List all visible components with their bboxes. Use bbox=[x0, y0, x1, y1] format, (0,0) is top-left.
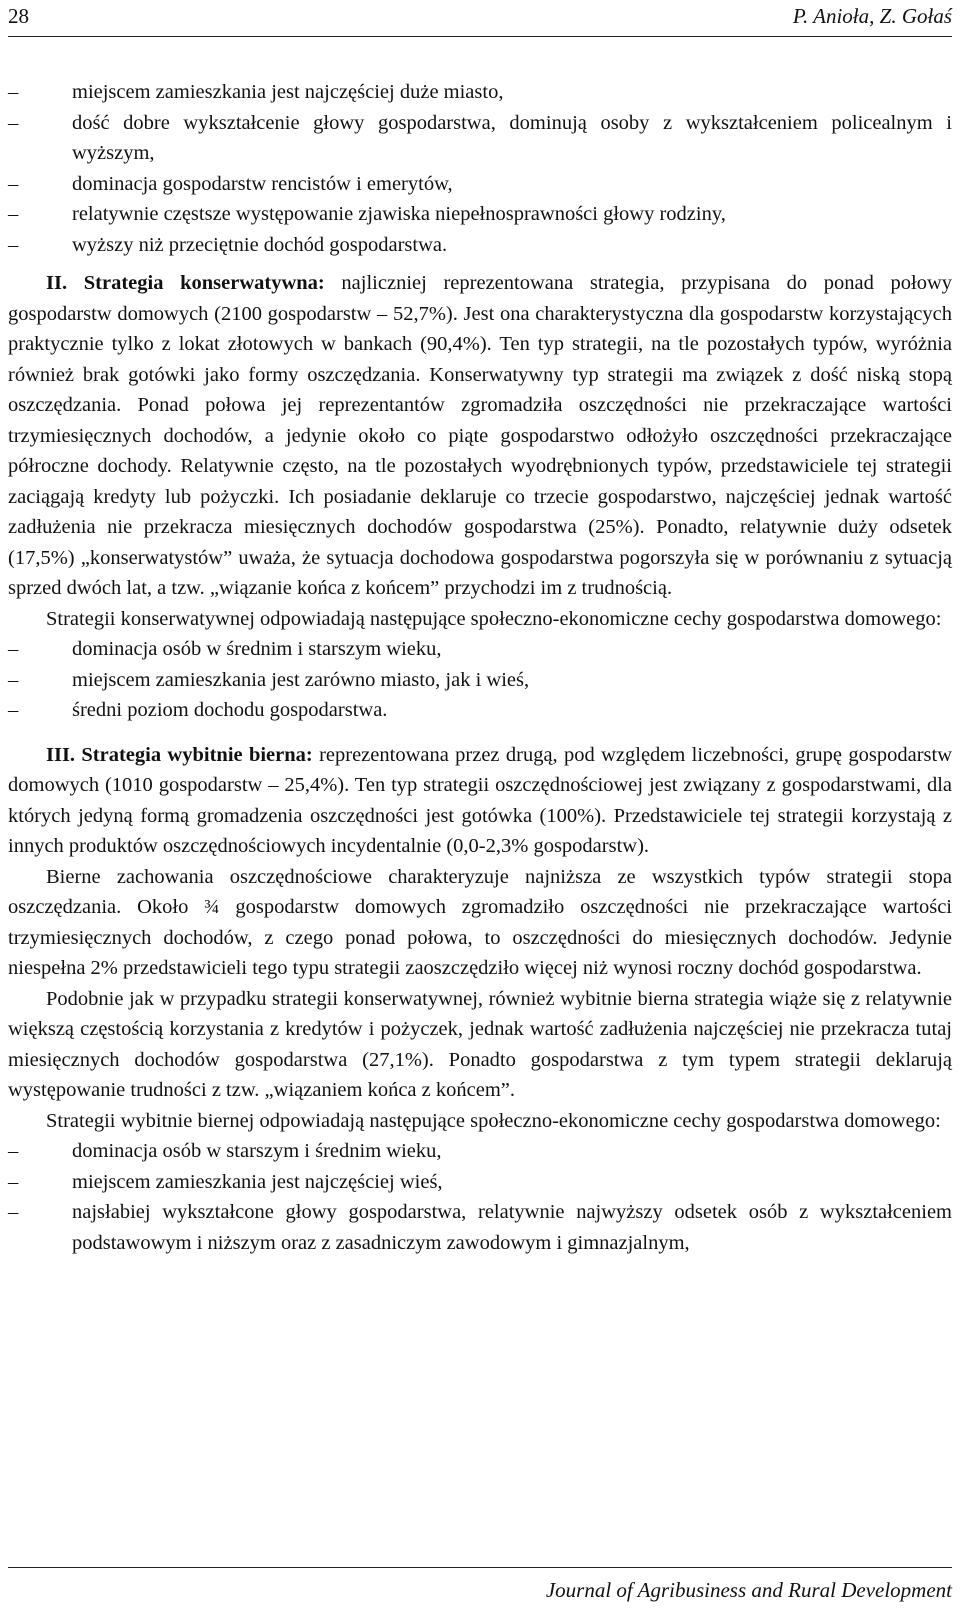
feature-list-1 bbox=[8, 77, 952, 260]
feature-list-3 bbox=[8, 1136, 952, 1258]
journal-name: Journal of Agribusiness and Rural Development bbox=[545, 1578, 952, 1602]
list-item: – dominacja osób w średnim i starszym wieku, bbox=[8, 638, 442, 660]
page-number: 28 bbox=[8, 4, 29, 28]
paragraph: Strategii wybitnie biernej odpowiadają następujące społeczno-ekonomiczne cechy gospodarstwa domowego: bbox=[46, 1109, 941, 1132]
list-item: – średni poziom dochodu gospodarstwa. bbox=[8, 699, 388, 721]
section-text: najliczniej reprezentowana strategia, przypisana do ponad połowy gospodarstw domowych (2100 gospodarstw – 52,7%). Jest ona charakterystyczna dla gospodarstw korzystających praktycznie tylko z lokat złotowych w bankach (90,4%). Ten typ strategii, na tle pozostałych typów, wyróżnia również brak gotówki jako formy oszczędzania. Konserwatywny typ strategii ma związek z dość niską stopą oszczędzania. Ponad połowa jej reprezentantów zgromadziła oszczędności nie przekraczające wartości trzymiesięcznych dochodów, a jedynie około co piąte gospodarstwo odłożyło oszczędności przekraczające półroczne dochody. Relatywnie często, na tle pozostałych wyodrębnionych typów, przedstawiciele tej strategii zaciągają kredyty lub pożyczki. Ich posiadanie deklaruje co trzecie gospodarstwo, najczęściej jednak wartość zadłużenia nie przekracza miesięcznych dochodów gospodarstwa (25%). Ponadto, relatywnie duży odsetek (17,5%) „konserwatystów” uważa, że sytuacja dochodowa gospodarstwa pogorszyła się w porównaniu z sytuacją sprzed dwóch lat, a tzw. „wiązanie końca z końcem” przychodzi im z trudnością. bbox=[8, 272, 953, 599]
section-conservative-strategy bbox=[8, 268, 952, 604]
list-item: – miejscem zamieszkania jest najczęściej wieś, bbox=[8, 1170, 443, 1193]
page-footer bbox=[8, 1567, 952, 1614]
section-heading: III. Strategia wybitnie bierna: bbox=[46, 743, 313, 766]
page-header bbox=[8, 2, 952, 37]
page-body bbox=[8, 77, 952, 1258]
list-item: – dominacja osób w starszym i średnim wieku, bbox=[8, 1140, 442, 1162]
running-head-authors: P. Anioła, Z. Gołaś bbox=[792, 4, 952, 28]
paragraph: Strategii konserwatywnej odpowiadają następujące społeczno-ekonomiczne cechy gospodarstwa domowego: bbox=[46, 607, 942, 630]
section-passive-strategy bbox=[8, 740, 952, 862]
list-item: – miejscem zamieszkania jest zarówno miasto, jak i wieś, bbox=[8, 668, 530, 691]
list-item: – najsłabiej wykształcone głowy gospodarstwa, relatywnie najwyższy odsetek osób z wykształceniem podstawowym i niższym oraz z zasadniczym zawodowym i gimnazjalnym, bbox=[8, 1201, 952, 1254]
list-item: – relatywnie częstsze występowanie zjawiska niepełnosprawności głowy rodziny, bbox=[8, 203, 726, 225]
feature-list-2 bbox=[8, 634, 952, 726]
list-item: – miejscem zamieszkania jest najczęściej duże miasto, bbox=[8, 81, 504, 103]
section-heading: II. Strategia konserwatywna: bbox=[46, 272, 325, 294]
list-item: – dość dobre wykształcenie głowy gospodarstwa, dominują osoby z wykształceniem policealnym i wyższym, bbox=[8, 111, 952, 164]
section-text: reprezentowana przez drugą, pod względem liczebności, grupę gospodarstw domowych (1010 gospodarstw – 25,4%). Ten typ strategii oszczędnościowej jest związany z gospodarstwami, dla których jedyną formą gromadzenia oszczędności jest gotówka (100%). Przedstawiciele tej strategii korzystają z innych produktów oszczędnościowych incydentalnie (0,0-2,3% gospodarstw). bbox=[8, 743, 953, 857]
list-item: – dominacja gospodarstw rencistów i emerytów, bbox=[8, 172, 453, 195]
paragraph: Bierne zachowania oszczędnościowe charakteryzuje najniższa ze wszystkich typów strategii stopa oszczędzania. Około ¾ gospodarstw domowych zgromadziło oszczędności nie przekraczające wartości trzymiesięcznych dochodów, z czego ponad połowa, to oszczędności do miesięcznych dochodów. Jedynie niespełna 2% przedstawicieli tego typu strategii zaoszczędziło więcej niż wynosi roczny dochód gospodarstwa. bbox=[8, 865, 952, 979]
paragraph: Podobnie jak w przypadku strategii konserwatywnej, również wybitnie bierna strategia wiąże się z relatywnie większą częstością korzystania z kredytów i pożyczek, jednak wartość zadłużenia najczęściej nie przekracza tutaj miesięcznych dochodów gospodarstwa (27,1%). Ponadto gospodarstwa z tym typem strategii deklarują występowanie trudności z tzw. „wiązaniem końca z końcem”. bbox=[8, 987, 952, 1101]
list-item: – wyższy niż przeciętnie dochód gospodarstwa. bbox=[8, 233, 448, 256]
